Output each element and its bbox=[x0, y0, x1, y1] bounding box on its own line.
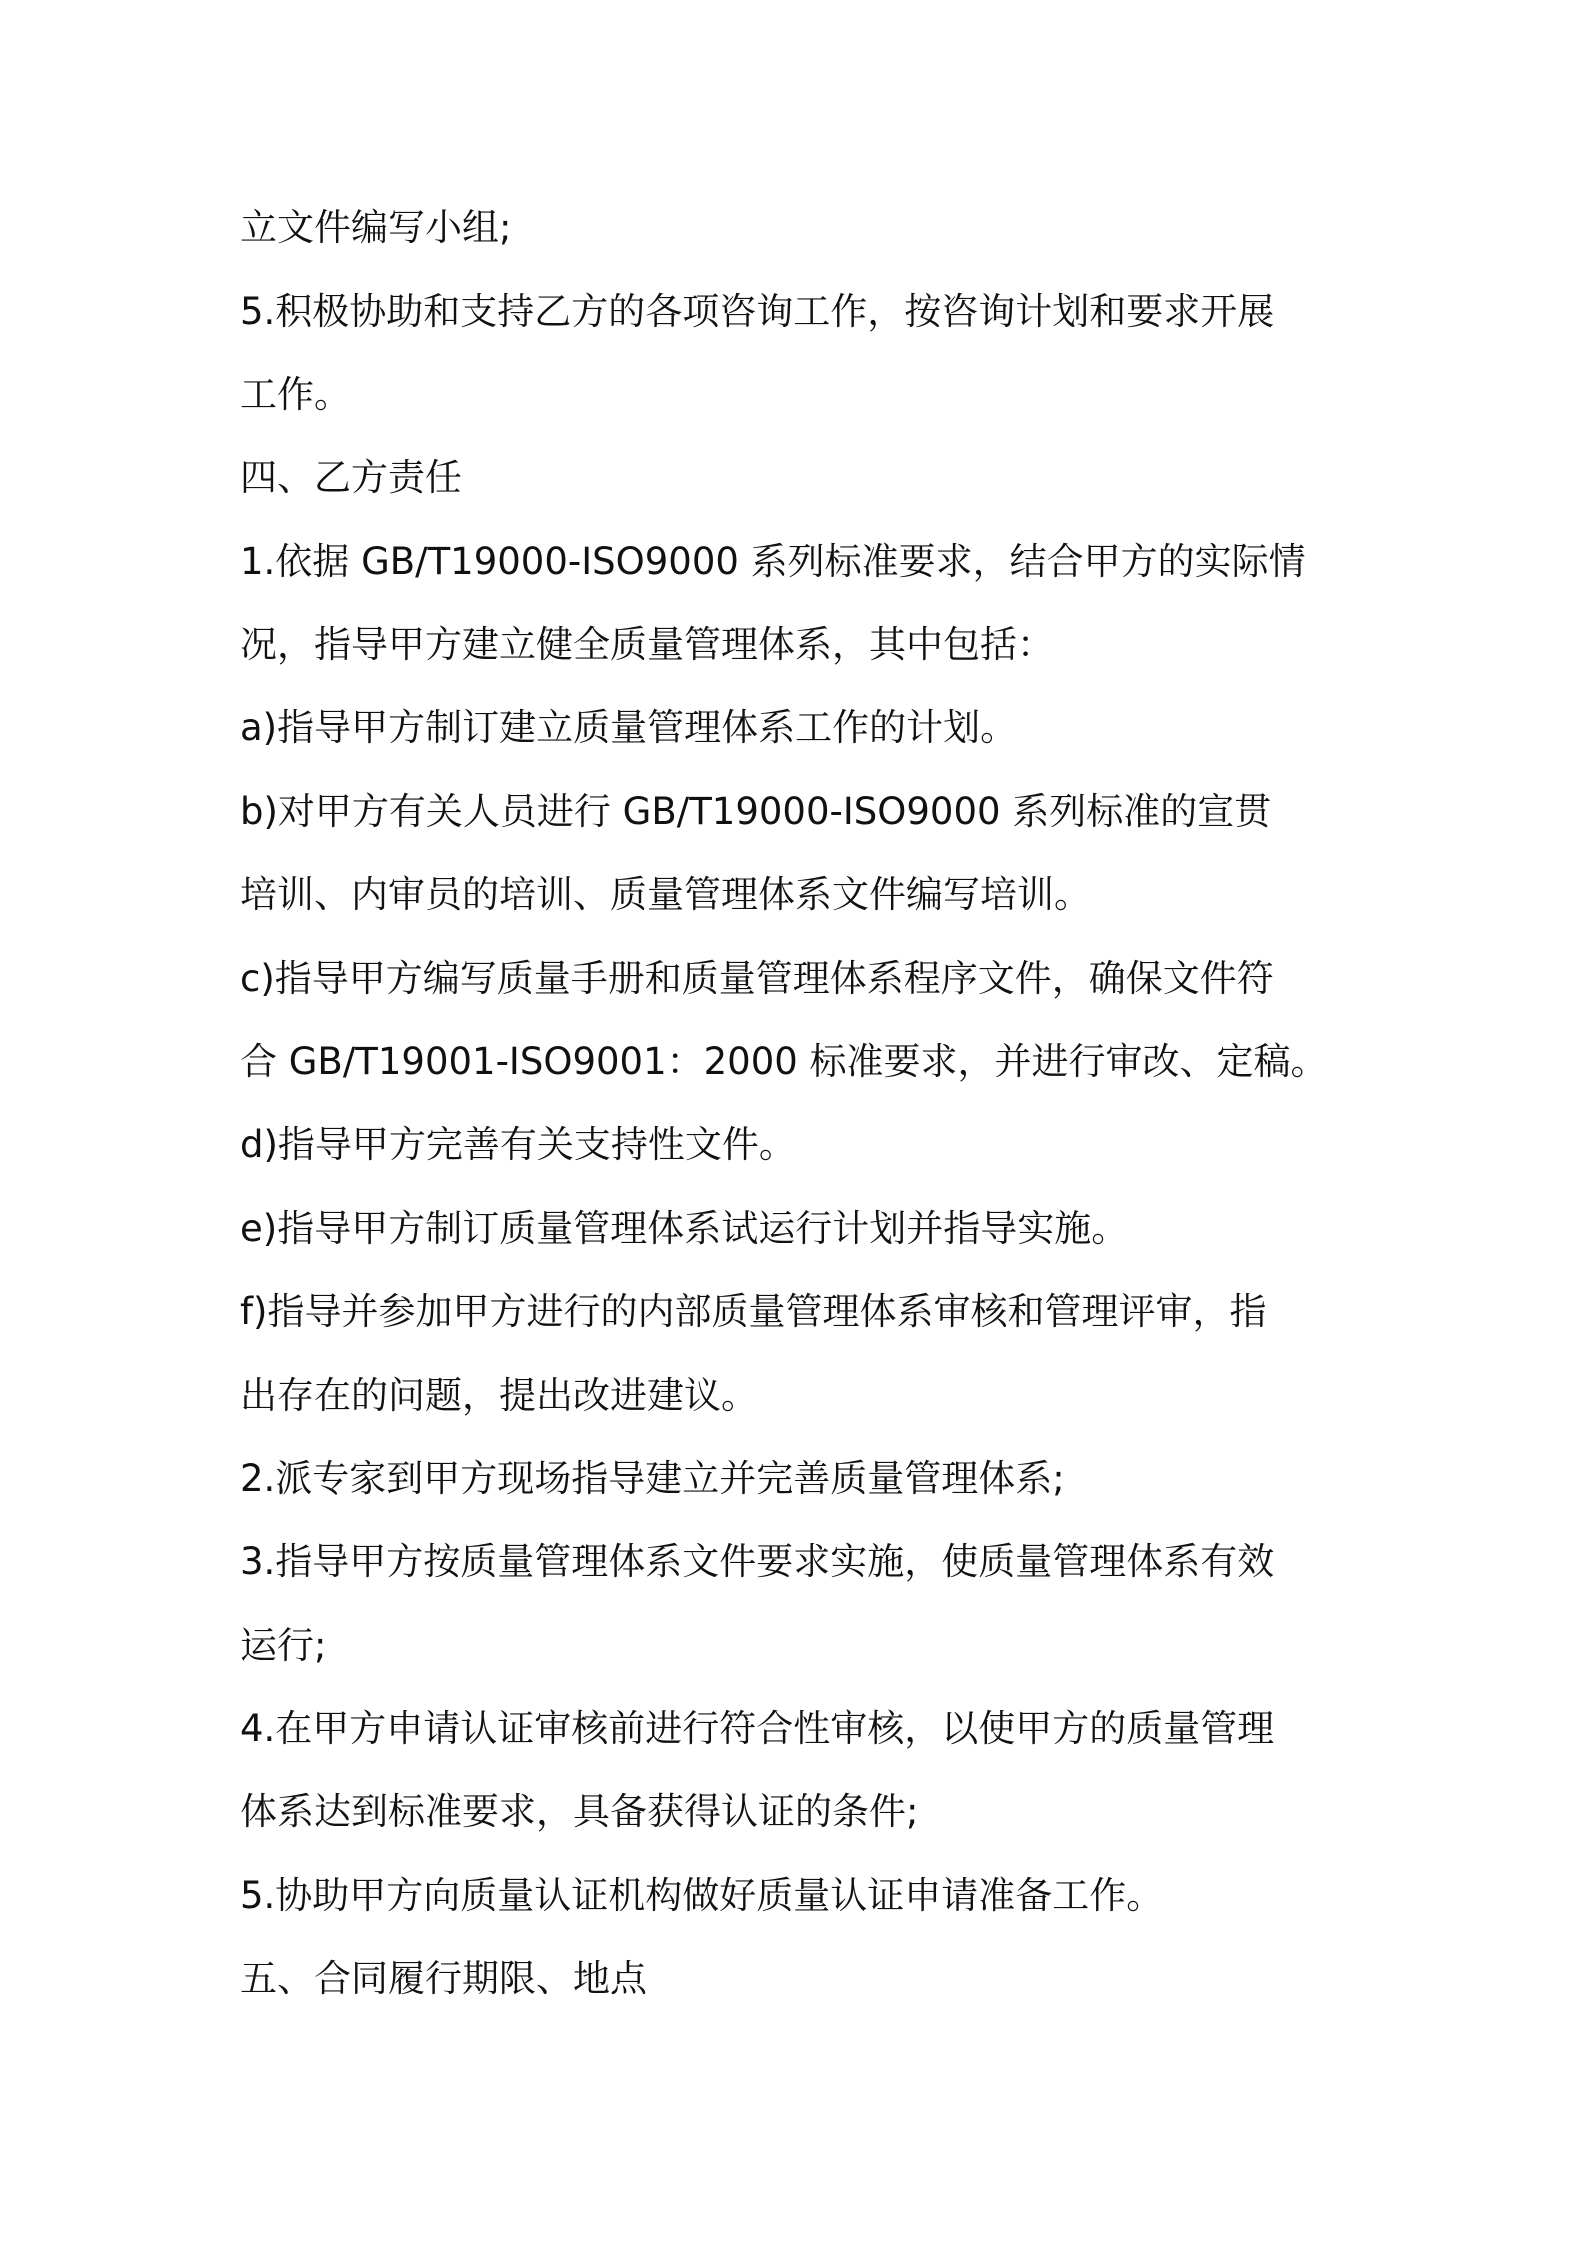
text-line: 出存在的问题，提出改进建议。 bbox=[240, 1374, 758, 1417]
list-item-party-b-4: 4.在甲方申请认证审核前进行符合性审核，以使甲方的质量管理 bbox=[240, 1707, 1275, 1750]
list-item-party-b-3: 3.指导甲方按质量管理体系文件要求实施，使质量管理体系有效 bbox=[240, 1540, 1275, 1583]
text-line: 况，指导甲方建立健全质量管理体系，其中包括： bbox=[240, 623, 1054, 666]
text-line: 立文件编写小组; bbox=[240, 206, 512, 249]
text-line: 体系达到标准要求，具备获得认证的条件; bbox=[240, 1790, 919, 1833]
text-line: 培训、内审员的培训、质量管理体系文件编写培训。 bbox=[240, 873, 1091, 916]
sub-item-a: a)指导甲方制订建立质量管理体系工作的计划。 bbox=[240, 706, 1018, 749]
list-item-party-b-5: 5.协助甲方向质量认证机构做好质量认证申请准备工作。 bbox=[240, 1874, 1164, 1917]
section-heading-contract-term-location: 五、合同履行期限、地点 bbox=[240, 1957, 647, 2000]
sub-item-d: d)指导甲方完善有关支持性文件。 bbox=[240, 1123, 796, 1166]
list-item-party-b-2: 2.派专家到甲方现场指导建立并完善质量管理体系; bbox=[240, 1457, 1065, 1500]
sub-item-b: b)对甲方有关人员进行 GB/T19000-ISO9000 系列标准的宣贯 bbox=[240, 790, 1272, 833]
list-item-party-a-5: 5.积极协助和支持乙方的各项咨询工作，按咨询计划和要求开展 bbox=[240, 290, 1275, 333]
section-heading-party-b-responsibilities: 四、乙方责任 bbox=[240, 456, 462, 499]
sub-item-c: c)指导甲方编写质量手册和质量管理体系程序文件，确保文件符 bbox=[240, 957, 1274, 1000]
text-line: 运行; bbox=[240, 1624, 327, 1667]
text-line: 工作。 bbox=[240, 373, 351, 416]
list-item-party-b-1: 1.依据 GB/T19000-ISO9000 系列标准要求，结合甲方的实际情 bbox=[240, 540, 1306, 583]
sub-item-e: e)指导甲方制订质量管理体系试运行计划并指导实施。 bbox=[240, 1207, 1129, 1250]
text-line: 合 GB/T19001-ISO9001：2000 标准要求，并进行审改、定稿。 bbox=[240, 1040, 1328, 1083]
sub-item-f: f)指导并参加甲方进行的内部质量管理体系审核和管理评审，指 bbox=[240, 1290, 1267, 1333]
